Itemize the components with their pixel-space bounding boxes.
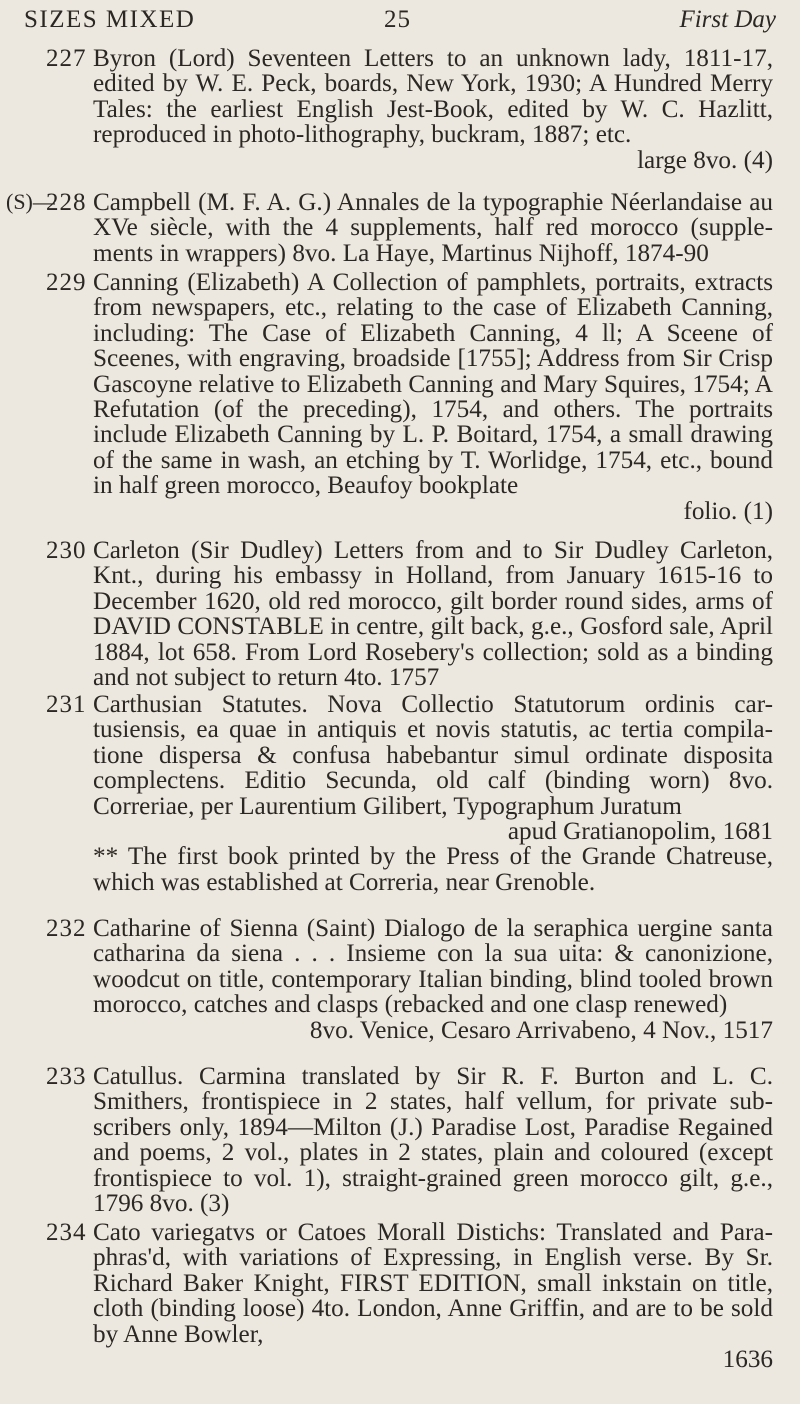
lot-number: 234 [46, 1219, 87, 1246]
lot-entry [0, 537, 800, 692]
lot-format: folio. (1) [683, 497, 773, 525]
lot-note: ** The first book printed by the Press of the Grande Chatreuse, which was established at Correria, near Grenoble. [93, 843, 773, 896]
page-number: 25 [384, 6, 411, 33]
lot-imprint: 8vo. Venice, Cesaro Arrivabeno, 4 Nov., 1517 [309, 1016, 773, 1044]
lot-entry [0, 692, 800, 900]
lot-imprint: apud Gratianopolim, 1681 [507, 818, 773, 846]
running-header [24, 6, 776, 46]
lot-number: 231 [46, 691, 87, 718]
lot-number: 227 [46, 45, 87, 72]
marginal-annotation: (S)— [6, 189, 55, 214]
lot-entry [0, 916, 800, 1048]
lot-description: Canning (Elizabeth) A Collection of pamphlets, portraits, extracts from newspapers, etc., relating to the case of Elizabeth Canning, including: The Case of Elizabeth Canning, 4 ll; A Sceene of Sceenes, with engraving, broadside [1755]; Address from Sir Crisp Gascoyne relative to Elizabeth Canning and Mary Squires, 1754; A Refutation (of the preceding), 1754, and others. The portraits include Elizabeth Canning by L. P. Boitard, 1754, a small drawing of the same in wash, an etching by T. Worlidge, 1754, etc., bound in half green morocco, Beaufoy bookplate [93, 269, 773, 500]
lot-number: 230 [46, 537, 87, 564]
lot-number: 228 [46, 189, 87, 216]
lot-description: Carthusian Statutes. Nova Collectio Statutorum ordinis car- tusiensis, ea quae in antiquis et novis statutis, ac tertia compila- tione dispersa & confusa habebantur simul ordinate disposita complectens. Editio Secunda, old calf (binding worn) 8vo. Correriae, per Laurentium Gilibert, Typographum Juratum [93, 691, 773, 820]
lot-description: Campbell (M. F. A. G.) Annales de la typographie Néerlandaise au XVe siècle, with the 4 supplements, half red morocco (supple- ments in wrappers) 8vo. La Haye, Martinus Nijhoff, 1874-90 [93, 189, 773, 267]
lot-format: large 8vo. (4) [637, 146, 773, 174]
lot-description: Cato variegatvs or Catoes Morall Distichs: Translated and Para- phras'd, with variations of Expressing, in English verse. By Sr. Richard Baker Knight, FIRST EDITION, small inkstain on title, cloth (binding loose) 4to. London, Anne Griffin, and are to be sold by Anne Bowler, [93, 1219, 773, 1348]
lot-number: 229 [46, 269, 87, 296]
lot-description: Byron (Lord) Seventeen Letters to an unknown lady, 1811-17, edited by W. E. Peck, boards, New York, 1930; A Hundred Merry Tales: the earliest English Jest-Book, edited by W. C. Hazlitt, reproduced in photo-lithography, buckram, 1887; etc. [93, 45, 773, 149]
lot-entry [0, 46, 800, 174]
header-section-title: SIZES MIXED [24, 6, 196, 33]
lot-list [0, 46, 800, 1396]
lot-entry [0, 1063, 800, 1218]
lot-number: 233 [46, 1063, 87, 1090]
header-day-label: First Day [679, 6, 776, 33]
lot-entry [0, 1220, 800, 1380]
lot-date: 1636 [722, 1346, 773, 1374]
lot-entry [0, 189, 800, 267]
lot-description: Catullus. Carmina translated by Sir R. F. Burton and L. C. Smithers, frontispiece in 2 states, half vellum, for private sub- scribers only, 1894—Milton (J.) Paradise Lost, Paradise Regained and poems, 2 vol., plates in 2 states, plain and coloured (except frontispiece to vol. 1), straight-grained green morocco gilt, g.e., 1796 8vo. (3) [93, 1063, 773, 1218]
lot-description: Catharine of Sienna (Saint) Dialogo de la seraphica uergine santa catharina da siena . . . Insieme con la sua uita: & canonizione, woodcut on title, contemporary Italian binding, blind tooled brown morocco, catches and clasps (rebacked and one clasp renewed) [93, 915, 773, 1019]
lot-description: Carleton (Sir Dudley) Letters from and to Sir Dudley Carleton, Knt., during his embassy in Holland, from January 1615-16 to December 1620, old red morocco, gilt border round sides, arms of DAVID CONSTABLE in centre, gilt back, g.e., Gosford sale, April 1884, lot 658. From Lord Rosebery's collection; sold as a binding and not subject to return 4to. 1757 [93, 537, 773, 692]
lot-entry [0, 269, 800, 525]
lot-number: 232 [46, 915, 87, 942]
